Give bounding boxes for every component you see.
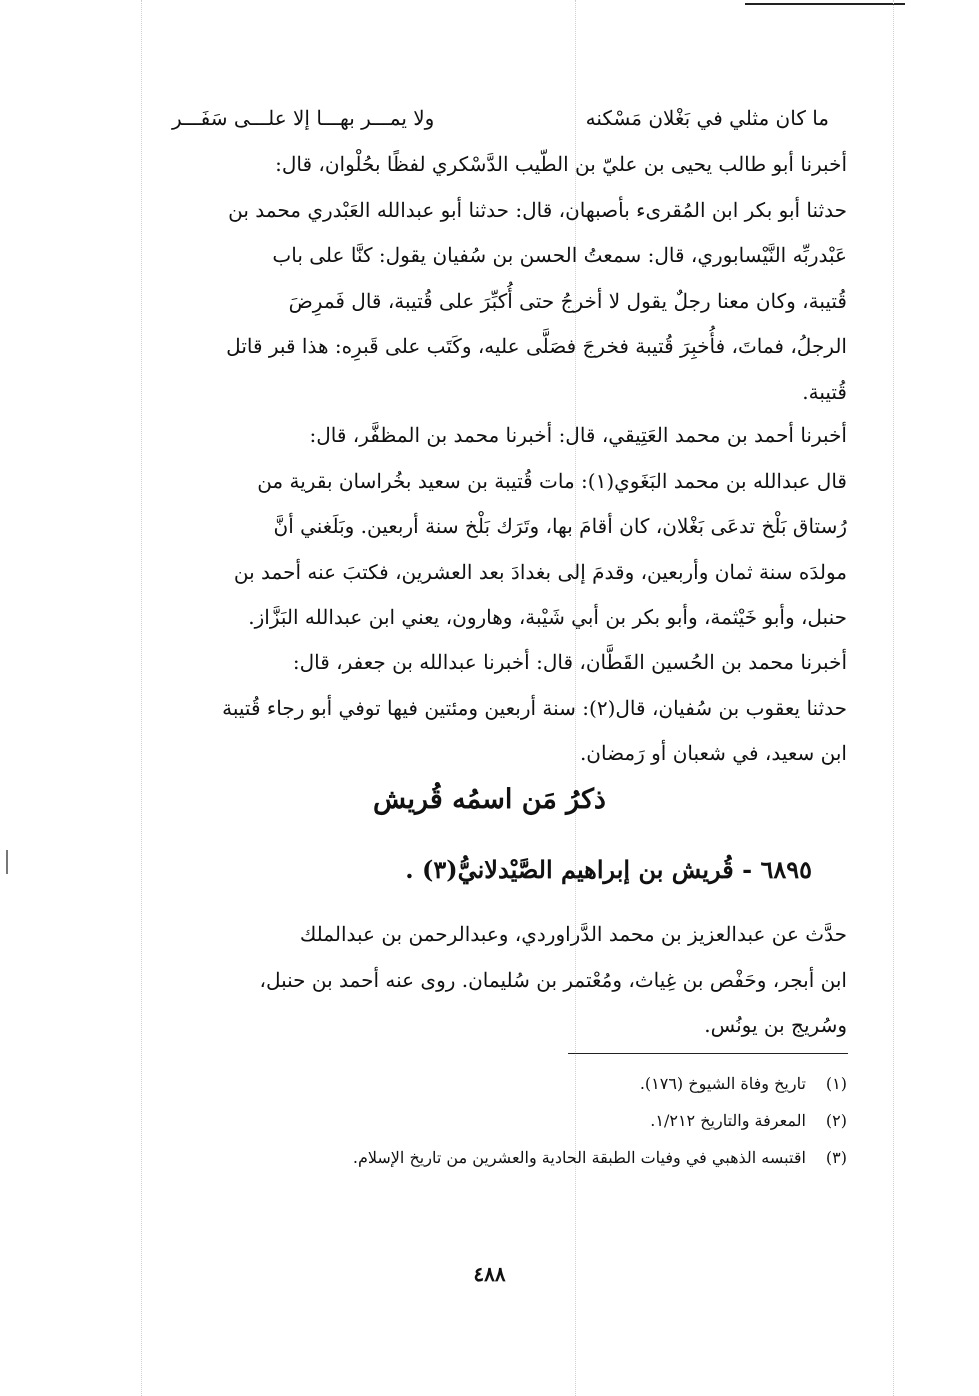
text-line: أخبرنا أبو طالب يحيى بن عليّ بن الطّيب الدَّسْكري لفظًا بحُلْوان، قال: [275, 152, 847, 176]
footnote-text: تاريخ وفاة الشيوخ (١٧٦). [639, 1074, 806, 1093]
text-line: قال عبدالله بن محمد البَغَوي(١): مات قُتيبة بن سعيد بخُراسان بقرية من [257, 468, 847, 493]
top-rule [745, 3, 905, 5]
footnote-3 [132, 1139, 847, 1176]
poem-verse [132, 96, 847, 141]
page-number: ٤٨٨ [473, 1262, 506, 1286]
margin-mark [6, 850, 8, 874]
footnote-2 [132, 1102, 847, 1139]
paragraph-3 [132, 640, 847, 777]
entry-number: ٦٨٩٥ [760, 855, 812, 884]
text-line: الرجلُ، فماتَ، فأُخبِرَ قُتيبة فخرجَ فصَلَّى عليه، وكَتَب على قَبرِه: هذا قبر قاتل [226, 334, 847, 358]
text-line: حنبل، وأبو خَيْثمة، وأبو بكر بن أبي شَيْبة، وهارون، يعني ابن عبدالله البَزَّاز. [248, 605, 847, 629]
section-heading: ذكرُ مَن اسمُه قُريش [373, 784, 606, 815]
verse-second-half: ولا يمـــر بهـــا إلا علـــى سَفَـــر [172, 106, 435, 130]
text-line: وسُريج بن يونُس. [704, 1013, 847, 1037]
entry-dash: - [742, 855, 753, 884]
text-line: حدثنا يعقوب بن سُفيان، قال(٢): سنة أربعين ومئتين فيها توفي أبو رجاء قُتيبة [222, 695, 847, 720]
scan-guide-line [893, 0, 894, 1396]
footnote-number: (٢) [825, 1111, 847, 1130]
verse-first-half: ما كان مثلي في بَغْلان مَسْكنه [585, 106, 829, 130]
footnote-number: (٣) [825, 1148, 847, 1167]
footnote-1 [132, 1065, 847, 1102]
footnote-text: المعرفة والتاريخ ١/٢١٢. [650, 1111, 806, 1130]
text-line: ابن أبجر، وحَفْص بن غِياث، ومُعْتمر بن سُليمان. روى عنه أحمد بن حنبل، [259, 967, 847, 992]
paragraph-1 [132, 142, 847, 415]
entry-name: قُريش بن إبراهيم الصَّيْدلانيُّ(٣) . [405, 855, 734, 884]
text-line: مولدَه سنة ثمان وأربعين، وقدمَ إلى بغدادَ بعد العشرين، فكتبَ عنه أحمد بن [233, 559, 847, 584]
text-line: أخبرنا محمد بن الحُسين القَطَّان، قال: أخبرنا عبدالله بن جعفر، قال: [292, 650, 847, 674]
text-line: أخبرنا أحمد بن محمد العَتِيقي، قال: أخبرنا محمد بن المظفَّر، قال: [309, 423, 847, 447]
paragraph-2 [132, 413, 847, 641]
footnotes [132, 1065, 847, 1176]
text-line: حدثنا أبو بكر ابن المُقرىء بأصبهان، قال: حدثنا أبو عبدالله العَبْدري محمد بن [228, 197, 847, 222]
text-line: رُستاق بَلْخ تدعَى بَغْلان، كان أقامَ بها، وتَرَك بَلْخ سنة أربعين. وبَلَغني أنَّ [273, 514, 847, 538]
entry-text [132, 912, 847, 1049]
footnote-number: (١) [825, 1074, 847, 1093]
footnote-rule [568, 1053, 848, 1054]
text-line: قُتيبة، وكان معنا رجلٌ يقول لا أخرجُ حتى أُكبِّرَ على قُتيبة، قال فَمرِضَ [288, 288, 847, 313]
text-line: قُتيبة. [802, 379, 847, 404]
text-line: عَبْدربِّه النَّيْسابوري، قال: سمعتُ الحسن بن سُفيان يقول: كنَّا على باب [272, 243, 847, 267]
text-line: ابن سعيد، في شعبان أو رَمضان. [579, 741, 847, 765]
footnote-text: اقتبسه الذهبي في وفيات الطبقة الحادية والعشرين من تاريخ الإسلام. [352, 1148, 806, 1167]
text-line: حدَّث عن عبدالعزيز بن محمد الدَّراوردي، وعبدالرحمن بن عبدالملك [299, 922, 847, 946]
entry-heading [132, 845, 812, 895]
